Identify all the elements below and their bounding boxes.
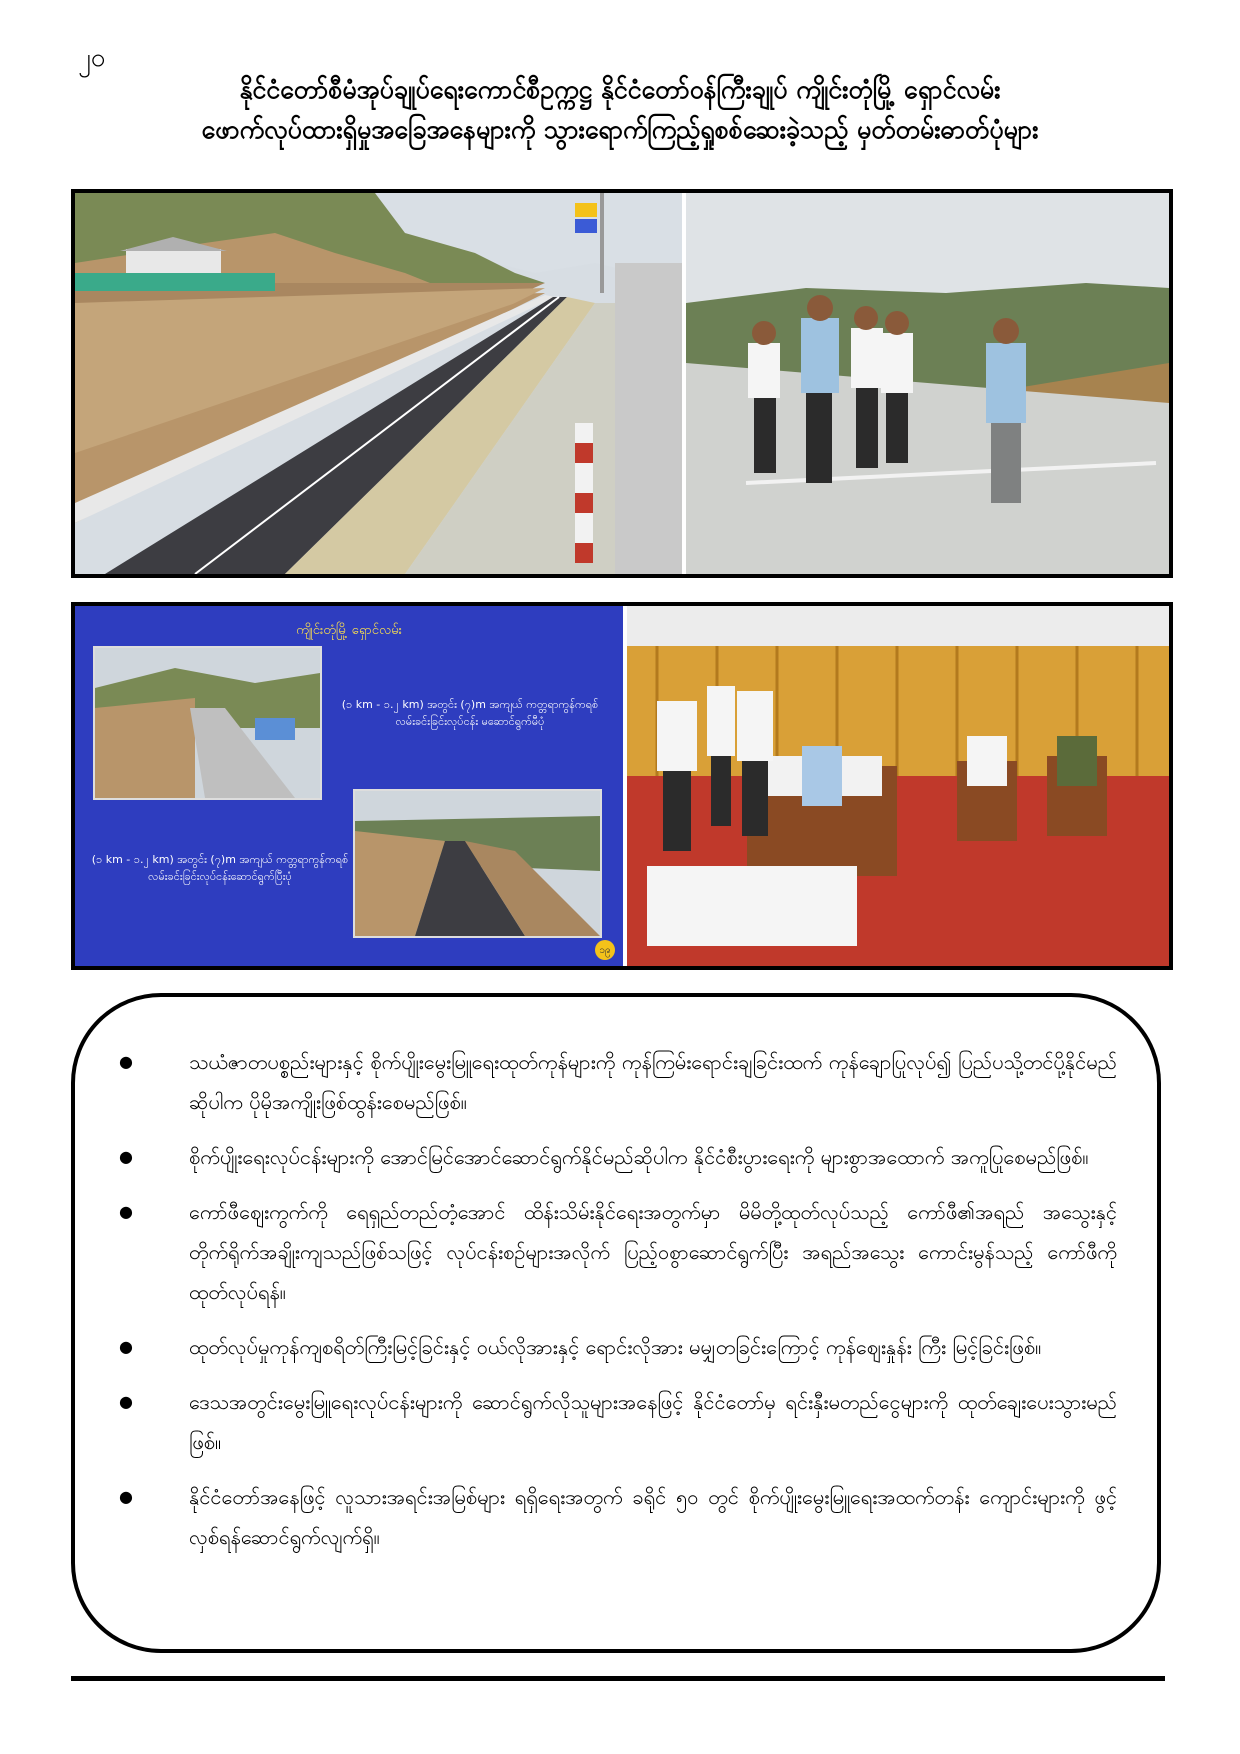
slide-caption-bottom: (၁ km - ၁.၂ km) အတွင်း (၇)m အကျယ် ကတ္တရာကွန်ကရစ်လမ်းခင်းခြင်းလုပ်ငန်းဆောင်ရွက်ပြီးပုံ: [91, 853, 349, 883]
list-item: ● စိုက်ပျိုးရေးလုပ်ငန်းများကို အောင်မြင်အောင်ဆောင်ရွက်နိုင်မည်ဆိုပါက နိုင်ငံစီးပွားရေးကို များစွာအထောက် အကူပြုစေမည်ဖြစ်။: [115, 1137, 1117, 1177]
photo-row-top: [71, 189, 1173, 578]
photo-road-cut: [75, 193, 682, 574]
list-item: ● သယံဇာတပစ္စည်းများနှင့် စိုက်ပျိုးမွေးမြူရေးထုတ်ကုန်များကို ကုန်ကြမ်းရောင်းချခြင်းထက် ကုန်ချောပြုလုပ်၍ ပြည်ပသို့တင်ပို့နိုင်မည်ဆိုပါက ပိုမိုအကျိုးဖြစ်ထွန်းစေမည်ဖြစ်။: [115, 1042, 1117, 1122]
page-number: ၂၀: [78, 43, 106, 73]
slide-caption-top: (၁ km - ၁.၂ km) အတွင်း (၇)m အကျယ် ကတ္တရာကွန်ကရစ်လမ်းခင်းခြင်းလုပ်ငန်း မဆောင်ရွက်မီပုံ: [341, 698, 599, 728]
slide-title: ကျိုင်းတုံမြို့ ရှောင်လမ်း: [296, 623, 402, 638]
photo-row-bottom: [71, 602, 1173, 970]
page-title: [0, 70, 1240, 150]
footer-rule: [71, 1676, 1165, 1681]
presentation-slide: [75, 606, 623, 966]
slide-page-marker: ၁၉: [595, 940, 615, 960]
slide-photo-before: [93, 646, 322, 800]
title-line-2: ဖောက်လုပ်ထားရှိမှုအခြေအနေများကို သွားရောက်ကြည့်ရှုစစ်ဆေးခဲ့သည့် မှတ်တမ်းဓာတ်ပုံများ: [201, 115, 1039, 144]
summary-list: [115, 1042, 1117, 1572]
title-line-1: နိုင်ငံတော်စီမံအုပ်ချုပ်ရေးကောင်စီဥက္ကဋ္ဌ နိုင်ငံတော်ဝန်ကြီးချုပ် ကျိုင်းတုံမြို့ ရှောင်လမ်း: [239, 75, 1001, 104]
slide-photo-after: [353, 789, 602, 938]
list-item: ● နိုင်ငံတော်အနေဖြင့် လူသားအရင်းအမြစ်များ ရရှိရေးအတွက် ခရိုင် ၅၀ တွင် စိုက်ပျိုးမွေးမြူရေးအထက်တန်း ကျောင်းများကို ဖွင့်လှစ်ရန်ဆောင်ရွက်လျက်ရှိ။: [115, 1477, 1117, 1557]
list-item: ● ထုတ်လုပ်မှုကုန်ကျစရိတ်ကြီးမြင့်ခြင်းနှင့် ဝယ်လိုအားနှင့် ရောင်းလိုအား မမျှတခြင်းကြောင့် ကုန်ဈေးနှုန်း ကြီး မြင့်ခြင်းဖြစ်။: [115, 1327, 1117, 1367]
photo-officials-standing: [686, 193, 1169, 574]
list-item: ● ဒေသအတွင်းမွေးမြူရေးလုပ်ငန်းများကို ဆောင်ရွက်လိုသူများအနေဖြင့် နိုင်ငံတော်မှ ရင်းနှီးမတည်ငွေများကို ထုတ်ချေးပေးသွားမည်ဖြစ်။: [115, 1382, 1117, 1462]
photo-meeting-hall: [627, 606, 1169, 966]
list-item: ● ကော်ဖီဈေးကွက်ကို ရေရှည်တည်တံ့အောင် ထိန်းသိမ်းနိုင်ရေးအတွက်မှာ မိမိတို့ထုတ်လုပ်သည့် ကော်ဖီ၏အရည် အသွေးနှင့် တိုက်ရိုက်အချိုးကျသည်ဖြစ်သဖြင့် လုပ်ငန်းစဉ်များအလိုက် ပြည့်ဝစွာဆောင်ရွက်ပြီး အရည်အသွေး ကောင်းမွန်သည့် ကော်ဖီကို ထုတ်လုပ်ရန်။: [115, 1192, 1117, 1312]
summary-panel: [71, 993, 1161, 1653]
